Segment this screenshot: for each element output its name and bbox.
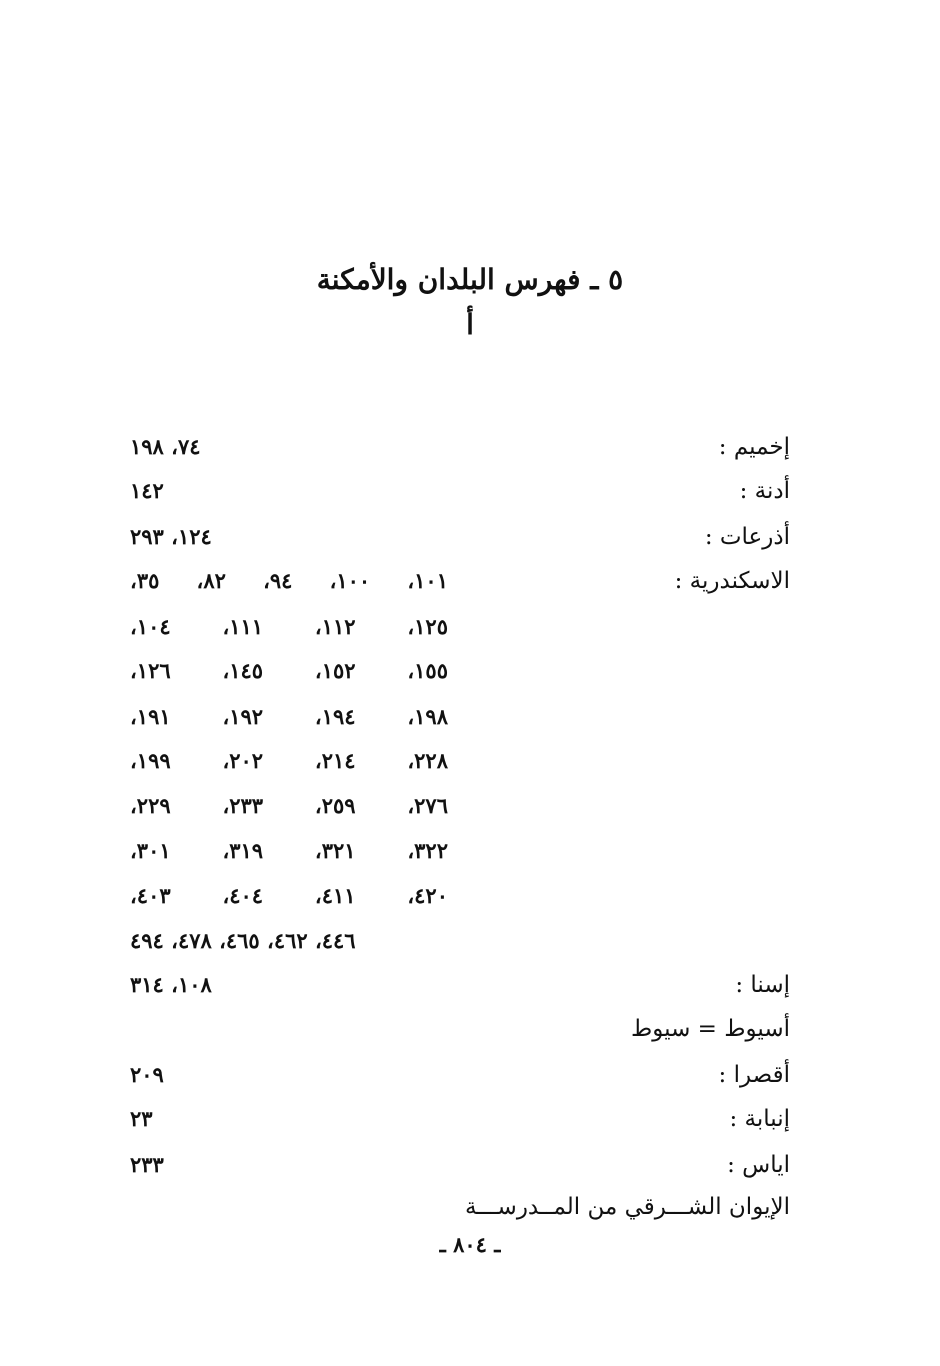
page-number: ١١١، [222,614,264,639]
page-number: ٤٠٤، [222,883,264,908]
page-number: ١٢٥، [407,614,448,639]
page-number: ٢٢٩، [130,793,171,818]
entry-pages: ٢٣٣ [130,1152,164,1177]
entry-pages-row [130,702,448,732]
entry-pages: ١٢٤، ٢٩٣ [130,524,212,549]
entry-name: أسيوط = سيوط [630,1016,790,1042]
entry-pages-row [130,612,448,642]
page-number: ٣٢٢، [407,838,448,863]
entry-pages: ٢٠٩ [130,1062,164,1087]
entry-pages: ١٠٨، ٣١٤ [130,972,212,997]
page-number: ٢٢٨، [407,748,448,773]
entry-pages: ١٤٢ [130,478,164,503]
page-number: ١١٢، [314,614,356,639]
page-number: ٣١٩، [222,838,264,863]
page-number: ١٠٤، [130,614,171,639]
page-number: ٢٧٦، [407,793,448,818]
page-number: ٢٥٩، [314,793,356,818]
entry-name: إخميم : [718,434,790,460]
page-number: ١٩٨، [407,704,448,729]
page-number: ٣٢١، [314,838,356,863]
page-number: ٨٢، [196,568,226,593]
page-number: ١٢٦، [130,658,171,683]
entry-name: أذرعات : [704,524,790,550]
entry-pages-row [130,881,448,911]
entry-name: إنبابة : [729,1106,790,1132]
page-number: ١٩٩، [130,748,171,773]
entry-pages-row [130,836,448,866]
page-number: ١٠١، [407,568,448,593]
entry-name: أدنة : [739,478,790,504]
entry-name: الإيوان الشـــرقي من المــدرســـة [465,1194,790,1220]
page-number: ١٥٥، [407,658,448,683]
page-number: ١٩١، [130,704,171,729]
page-number: ١٥٢، [314,658,356,683]
page-number: ٢٣٣، [222,793,264,818]
page-title: ٥ ـ فهرس البلدان والأمكنة [316,263,624,296]
entry-name: أقصرا : [718,1062,790,1088]
entry-pages-row: ٤٤٦، ٤٦٢، ٤٦٥، ٤٧٨، ٤٩٤ [130,928,356,953]
entry-name: اياس : [727,1152,790,1178]
page-number: ١٠٠، [329,568,371,593]
entry-pages: ٧٤، ١٩٨ [130,434,201,459]
page-number: ٣٥، [130,568,160,593]
page-number: ٤٢٠، [407,883,448,908]
page-number: ٤١١، [314,883,356,908]
entry-pages: ٢٣ [130,1106,153,1131]
section-letter: أ [466,308,474,341]
entry-pages-row [130,791,448,821]
entry-pages-row [130,656,448,686]
page-number: ٤٠٣، [130,883,171,908]
entry-pages-row [130,746,448,776]
page-number: ٣٠١، [130,838,171,863]
entry-pages-row [130,566,448,596]
page-number: ١٤٥، [222,658,264,683]
page-number: ١٩٢، [222,704,264,729]
page-number: ٢١٤، [314,748,356,773]
page-number: ٩٤، [263,568,293,593]
page-number-footer: ـ ٨٠٤ ـ [439,1232,501,1257]
entry-name: الاسكندرية : [674,568,790,594]
page-number: ١٩٤، [314,704,356,729]
entry-name: إسنا : [735,972,790,998]
page-number: ٢٠٢، [222,748,264,773]
